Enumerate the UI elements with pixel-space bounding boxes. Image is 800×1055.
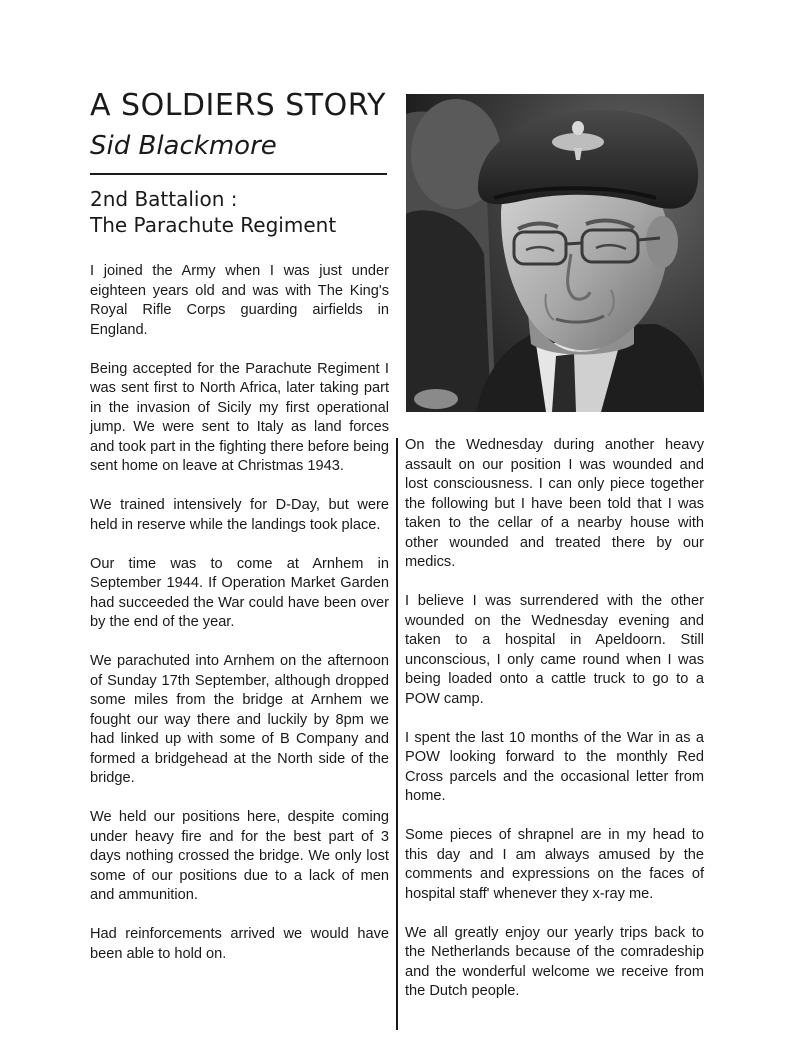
left-text-column [90,262,389,984]
article-title: A SOLDIERS STORY [90,88,386,123]
right-text-column [405,436,704,1021]
soldier-portrait-photo [406,94,704,412]
paragraph: We parachuted into Arnhem on the afternoon of Sunday 17th September, although dropped some miles from the bridge at Arnhem we fought our way there and luckily by 8pm we had linked up with some of B Company and formed a bridgehead at the North side of the bridge. [90,653,389,786]
paragraph: We all greatly enjoy our yearly trips back to the Netherlands because of the comradeship and the wonderful welcome we receive from the Dutch people. [405,924,704,999]
paragraph: I spent the last 10 months of the War in as a POW looking forward to the monthly Red Cross parcels and the occasional letter from home. [405,729,704,804]
paragraph: We trained intensively for D-Day, but were held in reserve while the landings took place. [90,497,389,533]
subtitle-line: The Parachute Regiment [90,213,337,237]
paragraph: Our time was to come at Arnhem in September 1944. If Operation Market Garden had succeeded the War could have been over by the end of the year. [90,555,389,630]
paragraph: On the Wednesday during another heavy assault on our position I was wounded and lost consciousness. I can only piece together the following but I have been told that I was taken to the cellar of a nearby house with other wounded and treated there by our medics. [405,437,704,570]
column-divider [396,438,398,1030]
subtitle-line: 2nd Battalion : [90,187,238,211]
paragraph: Had reinforcements arrived we would have been able to hold on. [90,926,389,962]
author-name: Sid Blackmore [90,131,277,161]
paragraph: Being accepted for the Parachute Regiment I was sent first to North Africa, later taking part in the invasion of Sicily my first operational jump. We were sent to Italy as land forces and took part in the fighting there before being sent home on leave at Christmas 1943. [90,360,389,474]
paragraph: We held our positions here, despite coming under heavy fire and for the best part of 3 days nothing crossed the bridge. We only lost some of our positions due to a lack of men and ammunition. [90,809,389,903]
paragraph: I joined the Army when I was just under eighteen years old and was with The King's Royal Rifle Corps guarding airfields in England. [90,263,389,338]
title-underline [90,173,387,175]
paragraph: Some pieces of shrapnel are in my head to this day and I am always amused by the comments and expressions on the faces of hospital staff' whenever they x-ray me. [405,827,704,902]
paragraph: I believe I was surrendered with the other wounded on the Wednesday evening and taken to a hospital in Apeldoorn. Still unconscious, I only came round when I was being loaded onto a cattle truck to go to a POW camp. [405,593,704,707]
article-subtitle [90,186,390,238]
